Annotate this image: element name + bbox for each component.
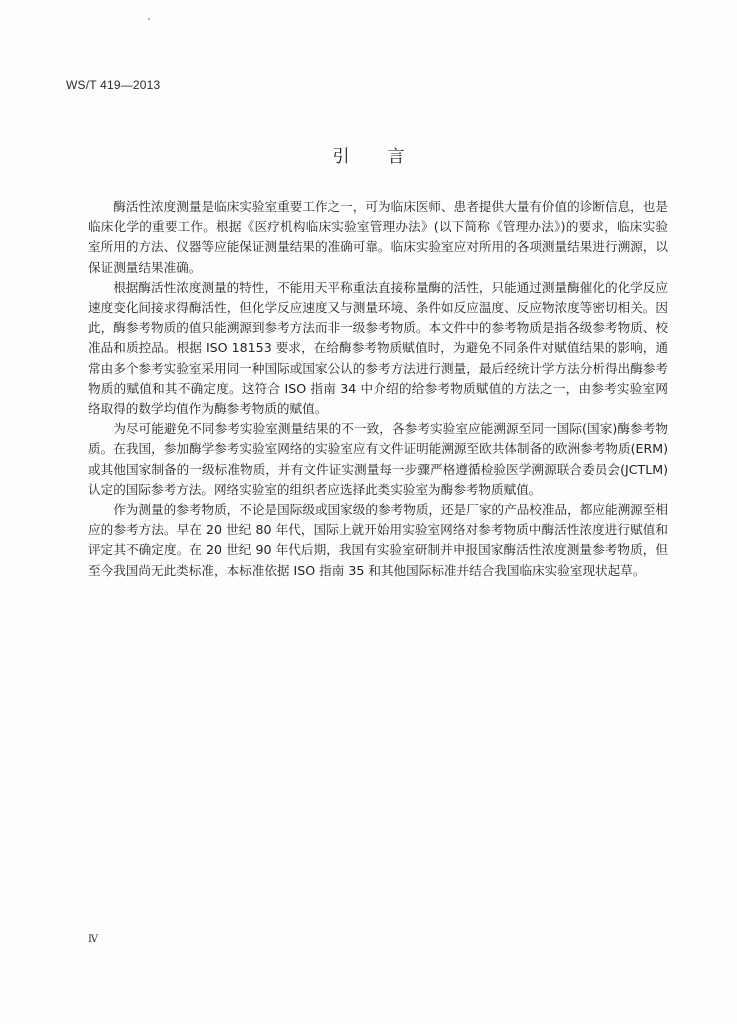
paragraph-2: 根据酶活性浓度测量的特性，不能用天平称重法直接称量酶的活性，只能通过测量酶催化的化学反应速度变化间接求得酶活性，但化学反应速度又与测量环境、条件如反应温度、反应物浓度等密切相关。因此，酶参考物质的值只能溯源到参考方法而非一级参考物质。本文件中的参考物质是指各级参考物质、校准品和质控品。根据 ISO 18153 要求，在给酶参考物质赋值时，为避免不同条件对赋值结果的影响，通常由多个参考实验室采用同一种国际或国家公认的参考方法进行测量，最后经统计学方法分析得出酶参考物质的赋值和其不确定度。这符合 ISO 指南 34 中介绍的给参考物质赋值的方法之一，由参考实验室网络取得的数学均值作为酶参考物质的赋值。: [88, 279, 668, 417]
page-number: Ⅳ: [88, 934, 98, 945]
paragraph-3: 为尽可能避免不同参考实验室测量结果的不一致，各参考实验室应能溯源至同一国际(国家)酶参考物质。在我国，参加酶学参考实验室网络的实验室应有文件证明能溯源至欧共体制备的欧洲参考物质(ERM)或其他国家制备的一级标准物质，并有文件证实测量每一步骤严格遵循检验医学溯源联合委员会(JCTLM)认定的国际参考方法。网络实验室的组织者应选择此类实验室为酶参考物质赋值。: [88, 421, 668, 497]
paragraph-1: 酶活性浓度测量是临床实验室重要工作之一，可为临床医师、患者提供大量有价值的诊断信息，也是临床化学的重要工作。根据《医疗机构临床实验室管理办法》(以下简称《管理办法》)的要求，临床实验室所用的方法、仪器等应能保证测量结果的准确可靠。临床实验室应对所用的各项测量结果进行溯源，以保证测量结果准确。: [88, 199, 668, 275]
section-title: 引言: [332, 147, 443, 167]
paragraph-4: 作为测量的参考物质，不论是国际级或国家级的参考物质，还是厂家的产品校准品，都应能溯源至相应的参考方法。早在 20 世纪 80 年代，国际上就开始用实验室网络对参考物质中酶活性浓度进行赋值和评定其不确定度。在 20 世纪 90 年代后期，我国有实验室研制并申报国家酶活性浓度测量参考物质，但至今我国尚无此类标准，本标准依据 ISO 指南 35 和其他国际标准并结合我国临床实验室现状起草。: [88, 502, 668, 578]
standard-number: WS/T 419—2013: [66, 78, 161, 92]
scan-speck: [148, 18, 150, 20]
body-text: [88, 197, 668, 581]
